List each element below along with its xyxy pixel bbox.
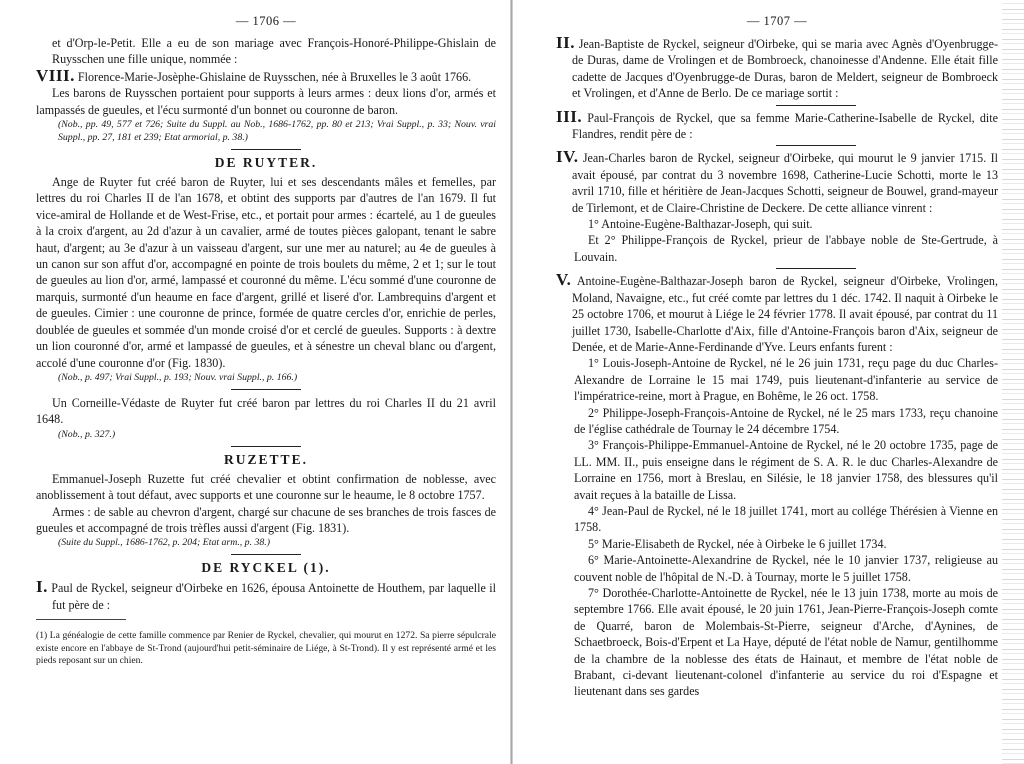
child-entry: 1° Antoine-Eugène-Balthazar-Joseph, qui suit. xyxy=(588,217,813,232)
child-entry: 6° Marie-Antoinette-Alexandrine de Ryckel, née le 10 janvier 1737, religieuse au couvent noble de l'hôpital de N.-D. à Tournay, morte le 5 juillet 1758. xyxy=(574,553,998,584)
generation-number: V. xyxy=(556,270,572,290)
section-heading-ruzette: RUZETTE. xyxy=(224,451,308,467)
ruyter-paragraph: Ange de Ruyter fut créé baron de Ruyter, lui et ses descendants mâles et femelles, par lettres du roi Charles II de l'an 1678, et obtint des supports par d'autres de l'an 1679. Il fut vice-amiral de Hollande et de West-Frise, etc., et portait pour armes : écartelé, au 1 de gueules à la croix d'argent, au 2d d'azur à un cavalier, armé de toutes pièces galopant, tenant le sabre haut, d'argent; au 3e d'azur à un vaisseau d'argent, sur une mer au naturel; au 4e de gueules à un canon sur son affut d'or, accompagné en pointe de trois boulets du même, 2 et 1; sur le tout de gueules au lion d'or, armé, lampassé et couronné du même. L'écu sommé d'une couronne de marquis, surmonté d'un heaume en face d'argent, grillé et liseré d'or. Lambrequins d'argent et de gueules. Cimier : une couronne de prince, formée de quatre cercles d'or, enrichie de perles, doublée de gueules et sommée d'un monde croisé d'or et cerclé de gueules. Supports : à dextre un lion couronné d'or, armé et lampassé de gueules, et à sénestre un cheval blanc ou d'argent, accolé d'une couronne d'or (Fig. 1830). xyxy=(36,175,496,370)
entry-divider xyxy=(776,145,856,146)
section-divider xyxy=(231,389,301,390)
generation-number: I. xyxy=(36,577,48,597)
continuation-paragraph: et d'Orp-le-Petit. Elle a eu de son mariage avec François-Honoré-Philippe-Ghislain de Ruysschen une fille unique, nommée : xyxy=(52,36,496,67)
left-page-number: — 1706 — xyxy=(235,14,297,28)
generation-text: Antoine-Eugène-Balthazar-Joseph baron de Ryckel, seigneur d'Oirbeke, Vrolingen, Moland, Navaigne, etc., fut créé comte par lettres du 1 déc. 1742. Il naquit à Oirbeke le 25 octobre 1706, et mourut à Liége le 24 février 1778. Il avait épousé, par contrat du 11 juillet 1730, Isabelle-Charlotte d'Aix, fille d'Antoine-François baron d'Aix, seigneur de Denée, et de Marie-Anne-Ferdinande d'Yve. Leurs enfants furent : xyxy=(572,274,998,354)
generation-entry-viii xyxy=(36,65,496,85)
section-divider xyxy=(231,446,301,447)
child-entry: 4° Jean-Paul de Ryckel, né le 18 juillet 1741, mort au collége Thérésien à Vienne en 1758. xyxy=(574,503,998,535)
generation-text: Florence-Marie-Josèphe-Ghislaine de Ruysschen, née à Bruxelles le 3 août 1766. xyxy=(77,69,472,84)
right-page xyxy=(512,0,1024,764)
section-heading-ryckel: DE RYCKEL (1). xyxy=(201,560,331,576)
generation-entry-i xyxy=(36,579,496,613)
generation-text: Paul de Ryckel, seigneur d'Oirbeke en 1626, épousa Antoinette de Houthem, par laquelle il fut père de : xyxy=(51,581,496,612)
source-citation: (Suite du Suppl., 1686-1762, p. 204; Etat arm., p. 38.) xyxy=(58,537,270,549)
generation-text: Jean-Charles baron de Ryckel, seigneur d'Oirbeke, qui mourut le 9 janvier 1715. Il avait épousé, par contrat du 3 novembre 1698, Catherine-Lucie Schotti, morte le 13 avril 1710, fille et héritière de Jean-Jacques Schotti, seigneur de Bouwel, grand-mayeur de Tirlemont, et de Claire-Christine de Deckere. De cette alliance vinrent : xyxy=(572,151,998,215)
generation-text: Paul-François de Ryckel, que sa femme Marie-Catherine-Isabelle de Ryckel, dite Flandres, rendit père de : xyxy=(572,110,998,142)
ruzette-arms-paragraph: Armes : de sable au chevron d'argent, chargé sur chacune de ses branches de trois fasces de gueules et accompagné de trois trèfles aussi d'argent (Fig. 1831). xyxy=(36,504,496,535)
generation-number: III. xyxy=(556,106,583,126)
generation-entry-v xyxy=(556,272,998,355)
entry-divider xyxy=(776,105,856,106)
generation-number: IV. xyxy=(556,147,579,167)
section-divider xyxy=(231,554,301,555)
section-divider xyxy=(231,149,301,150)
child-entry: 3° François-Philippe-Emmanuel-Antoine de Ryckel, né le 20 octobre 1735, page de LL. MM. II., puis enseigne dans le régiment de S. A. R. le duc Charles-Alexandre de Lorraine en 1756, mort à Breslau, en Silésie, le 18 janvier 1758, des blessures qu'il avait reçues à la bataille de Lissa. xyxy=(574,438,998,502)
generation-entry-iii xyxy=(556,106,998,143)
source-citation: (Nob., pp. 49, 577 et 726; Suite du Suppl. au Nob., 1686-1762, pp. 80 et 213; Vrai Suppl., p. 33; Nouv. vrai Suppl., pp. 27, 181 et 239; Etat armorial, p. 38.) xyxy=(58,119,496,144)
child-entry: 7° Dorothée-Charlotte-Antoinette de Ryckel, née le 13 juin 1738, morte au mois de septembre 1766. Elle avait épousé, le 20 juin 1761, Jean-Pierre-François-Joseph comte de Quarré, baron de Molembais-St-Pierre, seigneur d'Arche, d'Aynines, de Schaetbroeck, Bois-d'Erpent et La Haye, député de l'état noble de Namur, gentilhomme de la chambre de la noblesse des états de Hainaut, et membre de l'état noble de Brabant, ci-devant lieutenant-colonel d'infanterie au service du roi d'Espagne et lieutenant dans ses gardes xyxy=(574,586,998,699)
generation-number: II. xyxy=(556,33,575,52)
entry-divider xyxy=(776,268,856,269)
ruzette-paragraph: Emmanuel-Joseph Ruzette fut créé chevalier et obtint confirmation de noblesse, avec anoblissement à tout défaut, avec supports et une couronne sur le heaume, le 8 octobre 1757. xyxy=(36,471,496,503)
arms-paragraph: Les barons de Ruysschen portaient pour supports à leurs armes : deux lions d'or, armés et lampassés de gueules, et l'écu surmonté d'un bonnet ou couronne de baron. xyxy=(36,86,496,117)
child-entry: 2° Philippe-Joseph-François-Antoine de Ryckel, né le 25 mars 1733, reçu chanoine de l'église cathédrale de Tournay le 24 décembre 1754. xyxy=(574,405,998,436)
scan-edge-noise xyxy=(1002,0,1024,764)
generation-number: VIII. xyxy=(36,65,75,85)
source-citation: (Nob., p. 327.) xyxy=(58,428,116,440)
right-page-number: — 1707 — xyxy=(746,14,808,28)
generation-entry-iv xyxy=(556,149,998,216)
footnote-divider xyxy=(36,619,126,620)
section-heading-ruyter: DE RUYTER. xyxy=(214,155,318,171)
corneille-paragraph: Un Corneille-Védaste de Ruyter fut créé baron par lettres du roi Charles II du 21 avril 1648. xyxy=(36,395,496,427)
source-citation: (Nob., p. 497; Vrai Suppl., p. 193; Nouv. vrai Suppl., p. 166.) xyxy=(58,371,298,383)
generation-text: Jean-Baptiste de Ryckel, seigneur d'Oirbeke, qui se maria avec Agnès d'Oyenbrugge-de Duras, dame de Vrolingen et de Bombroeck, chanoinesse d'Andenne. Elle était fille cadette de Jacques d'Oyenbrugge-de Duras, baron de Meldert, seigneur de Bombroeck et Vrolingen, et d'Anne de Berlo. De ce mariage sortit : xyxy=(572,37,998,101)
child-entry: 1° Louis-Joseph-Antoine de Ryckel, né le 26 juin 1731, reçu page du duc Charles-Alexandre de Lorraine le 15 mai 1749, puis lieutenant-d'infanterie au service de l'impératrice-reine, mort à Prague, en Bohême, le 26 oct. 1758. xyxy=(574,356,998,404)
child-entry: Et 2° Philippe-François de Ryckel, prieur de l'abbaye noble de Ste-Gertrude, à Louvain. xyxy=(574,233,998,264)
child-entry: 5° Marie-Elisabeth de Ryckel, née à Oirbeke le 6 juillet 1734. xyxy=(588,536,887,551)
generation-entry-ii xyxy=(556,35,998,102)
footnote: (1) La généalogie de cette famille commence par Renier de Ryckel, chevalier, qui mourut en 1272. Sa pierre sépulcrale existe encore en l'abbaye de St-Trond (aujourd'hui petit-séminaire de Liége, à St-Trond). Il y est représenté armé et les pieds reposant sur un chien. xyxy=(36,630,496,667)
